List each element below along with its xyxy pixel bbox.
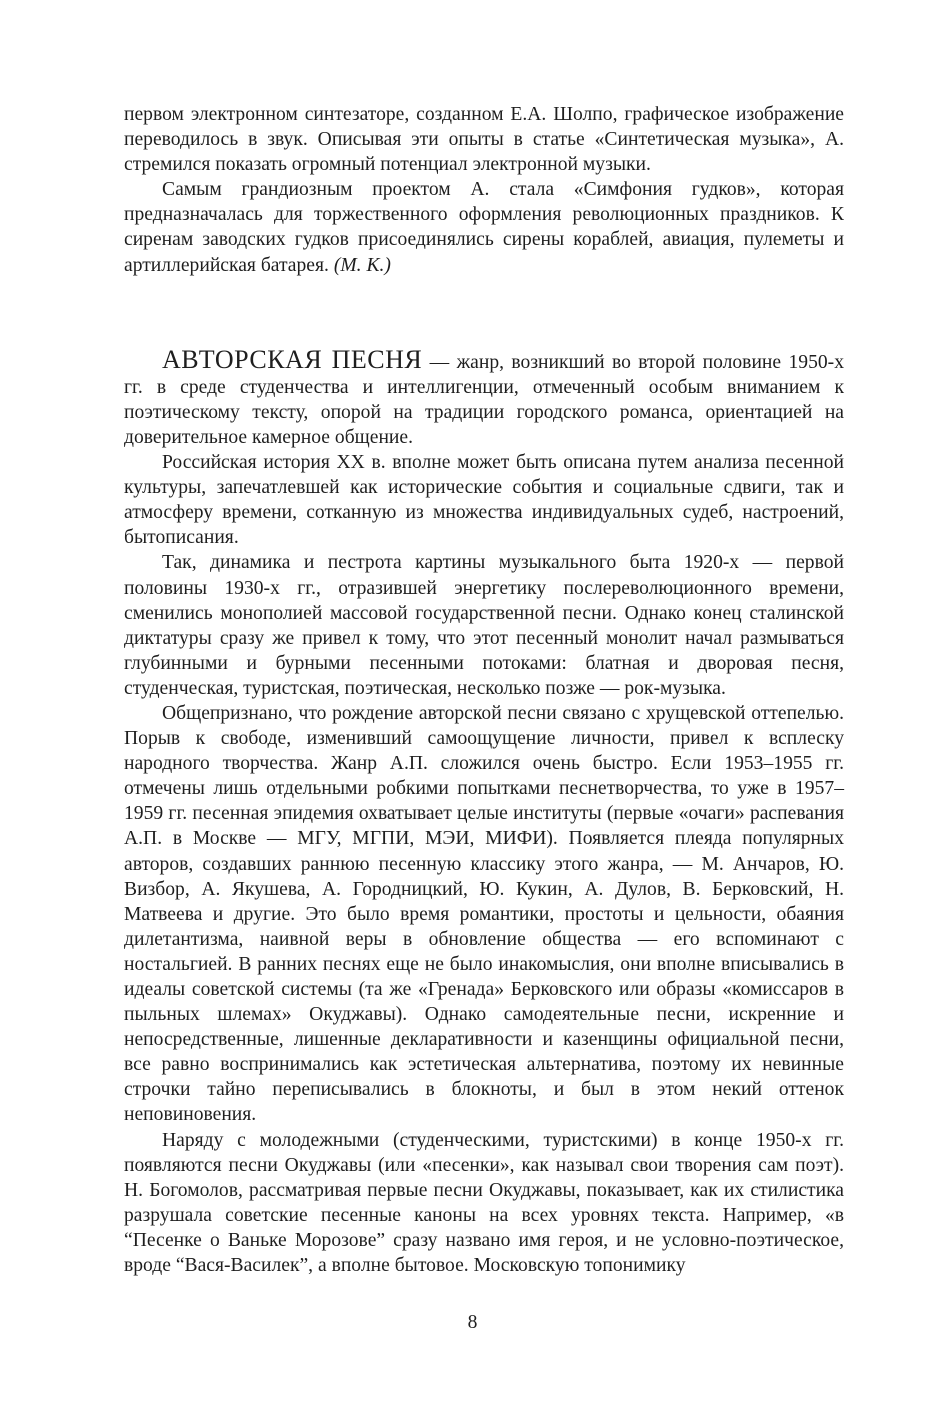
author-signature: (М. К.) bbox=[333, 254, 391, 276]
article-paragraph: Так, динамика и пестрота картины музыкального быта 1920-х — первой половины 1930-х гг., отразившей энергетику послереволюционного времени, сменились монополией массовой государственной песни. Однако конец сталинской диктатуры сразу же привел к тому, что этот песенный монолит начал размываться глубинными и бурными песенными потоками: блатная и дворовая песня, студенческая, туристская, поэтическая, несколько позже — рок-музыка. bbox=[124, 552, 844, 699]
article-paragraph: Общепризнано, что рождение авторской песни связано с хрущевской оттепелью. Порыв к свободе, изменивший самоощущение личности, привел к всплеску народного творчества. Жанр А.П. сложился очень быстро. Если 1953–1955 гг. отмечены лишь отдельными робкими попытками песнетворчества, то уже в 1957–1959 гг. песенная эпидемия охватывает целые институты (первые «очаги» распевания А.П. в Москве — МГУ, МГПИ, МЭИ, МИФИ). Появляется плеяда популярных авторов, создавших раннюю песенную классику этого жанра, — М. Анчаров, Ю. Визбор, А. Якушева, А. Городницкий, Ю. Кукин, А. Дулов, В. Берковский, Н. Матвеева и другие. Это было время романтики, простоты и цельности, обаяния дилетантизма, наивной веры в обновление общества — его вспоминают с ностальгией. В ранних песнях еще не было инакомыслия, они вполне вписывались в идеалы советской системы (та же «Гренада» Берковского или образы «комиссаров в пыльных шлемах» Окуджавы). Однако самодеятельные песни, искренние и непосредственные, лишенные декларативности и казенщины официальной песни, все равно воспринимались как эстетическая альтернатива, поэтому их невинные строчки тайно переписывались в блокноты, и был в этом некий оттенок неповиновения. bbox=[124, 702, 844, 1126]
article-headword: АВТОРСКАЯ ПЕСНЯ bbox=[162, 344, 423, 374]
page-body bbox=[124, 102, 844, 1278]
article-definition: — жанр, возникший во второй половине 1950-х гг. в среде студенчества и интеллигенции, отмеченный особым вниманием к поэтическому тексту, опорой на традиции городского романса, ориентацией на доверительное камерное общение. bbox=[124, 351, 844, 448]
article-lead-paragraph bbox=[124, 344, 844, 450]
prev-article-paragraph bbox=[124, 177, 844, 277]
prev-article-text: Самым грандиозным проектом А. стала «Симфония гудков», которая предназначалась для торжественного оформления революционных праздников. К сиренам заводских гудков присоединялись сирены кораблей, авиация, пулеметы и артиллерийская батарея. bbox=[124, 179, 844, 276]
prev-article-paragraph: первом электронном синтезаторе, созданном Е.А. Шолпо, графическое изображение переводилось в звук. Описывая эти опыты в статье «Синтетическая музыка», А. стремился показать огромный потенциал электронной музыки. bbox=[124, 104, 844, 176]
page-number: 8 bbox=[467, 1312, 478, 1333]
article-separator bbox=[124, 278, 844, 347]
article-paragraph: Российская история XX в. вполне может быть описана путем анализа песенной культуры, запечатлевшей как исторические события и социальные сдвиги, так и атмосферу времени, сотканную из множества индивидуальных судеб, настроений, бытописания. bbox=[124, 452, 844, 549]
article-paragraph: Наряду с молодежными (студенческими, туристскими) в конце 1950-х гг. появляются песни Окуджавы (или «песенки», как называл свои творения сам поэт). Н. Богомолов, рассматривая первые песни Окуджавы, показывает, как их стилистика разрушала советские песенные каноны на всех уровнях текста. Например, «в “Песенке о Ваньке Морозове” сразу названо имя героя, и не условно-поэтическое, вроде “Вася-Василек”, а вполне бытовое. Московскую топонимику bbox=[124, 1129, 844, 1277]
